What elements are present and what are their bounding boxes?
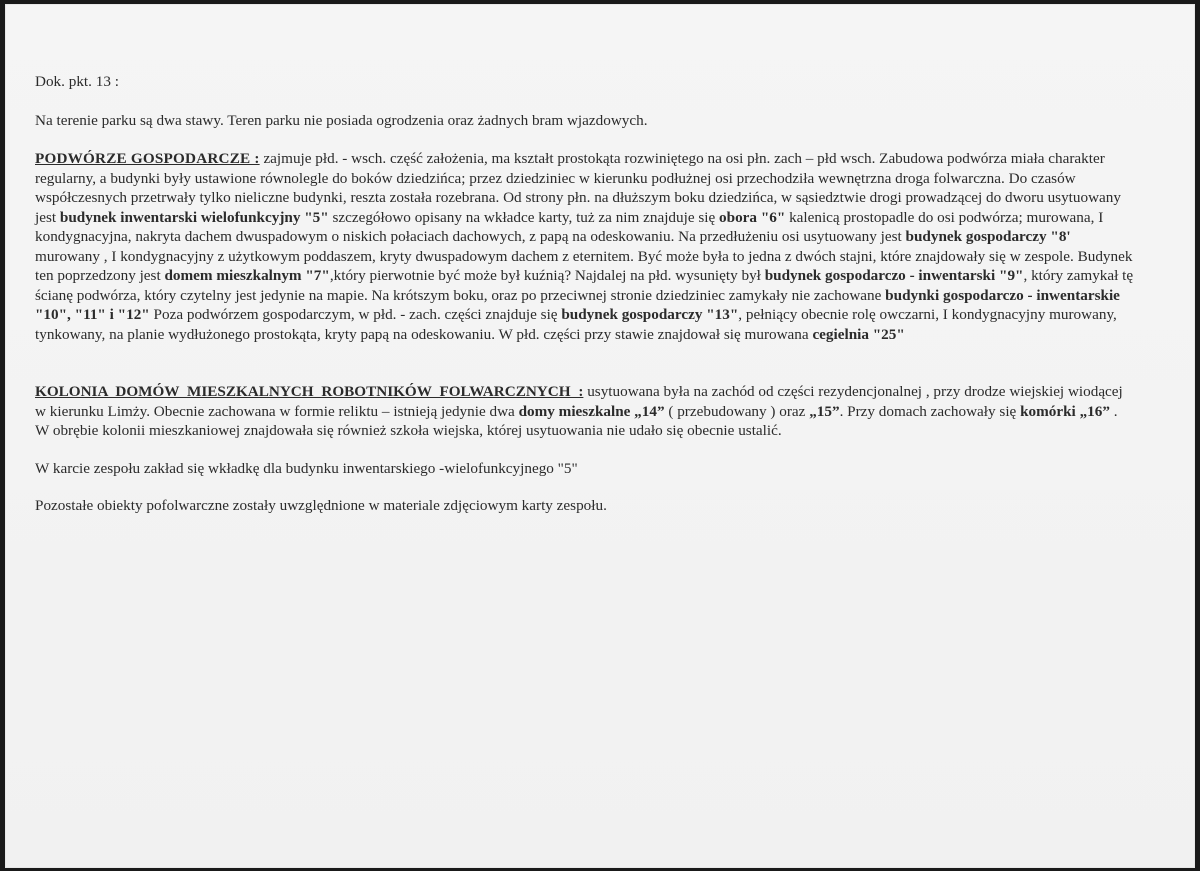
brickyard-25: cegielnia "25" <box>812 325 905 343</box>
document-card <box>5 4 1195 868</box>
building-9: budynek gospodarczo - inwentarski "9" <box>764 267 1024 284</box>
colony-text-2: ( przebudowany ) oraz <box>664 402 810 420</box>
note-photos: Pozostałe obiekty pofolwarczne zostały uwzględnione w materiale zdjęciowym karty zespołu. <box>35 497 607 514</box>
section-workers-colony <box>35 382 1135 441</box>
colony-text-4: . W obrębie kolonii mieszkaniowej znajdowała się również szkoła wiejska, której usytuowania nie udało się obecnie ustalić. <box>35 402 1118 439</box>
farmyard-text-8: , pełniący obecnie rolę owczarni, I kondygnacyjny murowany, tynkowany, na planie wydłużonego prostokąta, kryty papą na odeskowaniu. W płd. części przy stawie znajdował się murowana <box>35 306 1117 343</box>
intro-paragraph: Na terenie parku są dwa stawy. Teren parku nie posiada ogrodzenia oraz żadnych bram wjazdowych. <box>35 111 648 129</box>
farmyard-text-3: kalenicą prostopadle do osi podwórza; murowana, I kondygnacyjna, nakryta dachem dwuspadowym o niskich połaciach dachowych, z papą na odeskowaniu. Na przedłużeniu osi usytuowany jest <box>35 208 1104 245</box>
section-workers-colony-heading: KOLONIA DOMÓW MIESZKALNYCH ROBOTNIKÓW FOLWARCZNYCH : <box>35 383 584 400</box>
farmyard-text-2: szczegółowo opisany na wkładce karty, tuż za nim znajduje się <box>328 208 720 226</box>
colony-text-1: usytuowana była na zachód od części rezydencjonalnej , przy drodze wiejskiej wiodącej w kierunku Limży. Obecnie zachowana w formie reliktu – istnieją jedynie dwa <box>35 383 1123 420</box>
section-farmyard <box>35 149 1135 344</box>
houses-14: domy mieszkalne „14” <box>518 402 665 420</box>
note-insert: W karcie zespołu zakład się wkładkę dla budynku inwentarskiego -wielofunkcyjnego "5" <box>35 459 578 477</box>
building-6: obora "6" <box>719 208 786 226</box>
farmyard-text-1: zajmuje płd. - wsch. część założenia, ma kształt prostokąta rozwiniętego na osi płn. zach – płd wsch. Zabudowa podwórza miała charakter regularny, a budynki były ustawione równolegle do boków dziedzińca; przez dziedziniec w kierunku podłużnej osi przechodziła wewnętrzna droga folwarczna. Do czasów współczesnych przetrwały tylko nieliczne budynki, reszta została rozebrana. Od strony płn. na dłuższym boku dziedzińca, w sąsiedztwie drogi prowadzącej do dworu usytuowany jest <box>35 150 1121 226</box>
farmyard-text-5: ,który pierwotnie być może był kuźnią? Najdalej na płd. wysunięty był <box>329 267 765 284</box>
farmyard-text-6: , który zamykał tę ścianę podwórza, który czytelny jest jedynie na mapie. Na krótszym boku, oraz po przeciwnej stronie dziedziniec zamykały nie zachowane <box>35 267 1134 304</box>
document-body <box>35 72 1135 516</box>
farmyard-text-4: murowany , I kondygnacyjny z użytkowym poddaszem, kryty dwuspadowym dachem z eternitem. Być może była to jedna z dwóch stajni, które znajdowały się w zespole. Budynek ten poprzedzony jest <box>35 247 1133 284</box>
farmyard-text-7: Poza podwórzem gospodarczym, w płd. - zach. części znajduje się <box>149 306 562 323</box>
building-7: domem mieszkalnym "7" <box>164 267 330 284</box>
colony-text-3: . Przy domach zachowały się <box>839 402 1021 420</box>
building-13: budynek gospodarczy "13" <box>561 306 739 323</box>
section-farmyard-heading: PODWÓRZE GOSPODARCZE : <box>35 150 260 167</box>
building-8: budynek gospodarczy "8' <box>905 228 1071 245</box>
sheds-16: komórki „16” <box>1020 402 1110 420</box>
document-reference: Dok. pkt. 13 : <box>35 73 119 90</box>
building-5: budynek inwentarski wielofunkcyjny "5" <box>59 208 329 226</box>
house-15: „15” <box>809 402 840 420</box>
buildings-10-11-12: budynki gospodarczo - inwentarskie "10", "11" i "12" <box>35 286 1120 323</box>
